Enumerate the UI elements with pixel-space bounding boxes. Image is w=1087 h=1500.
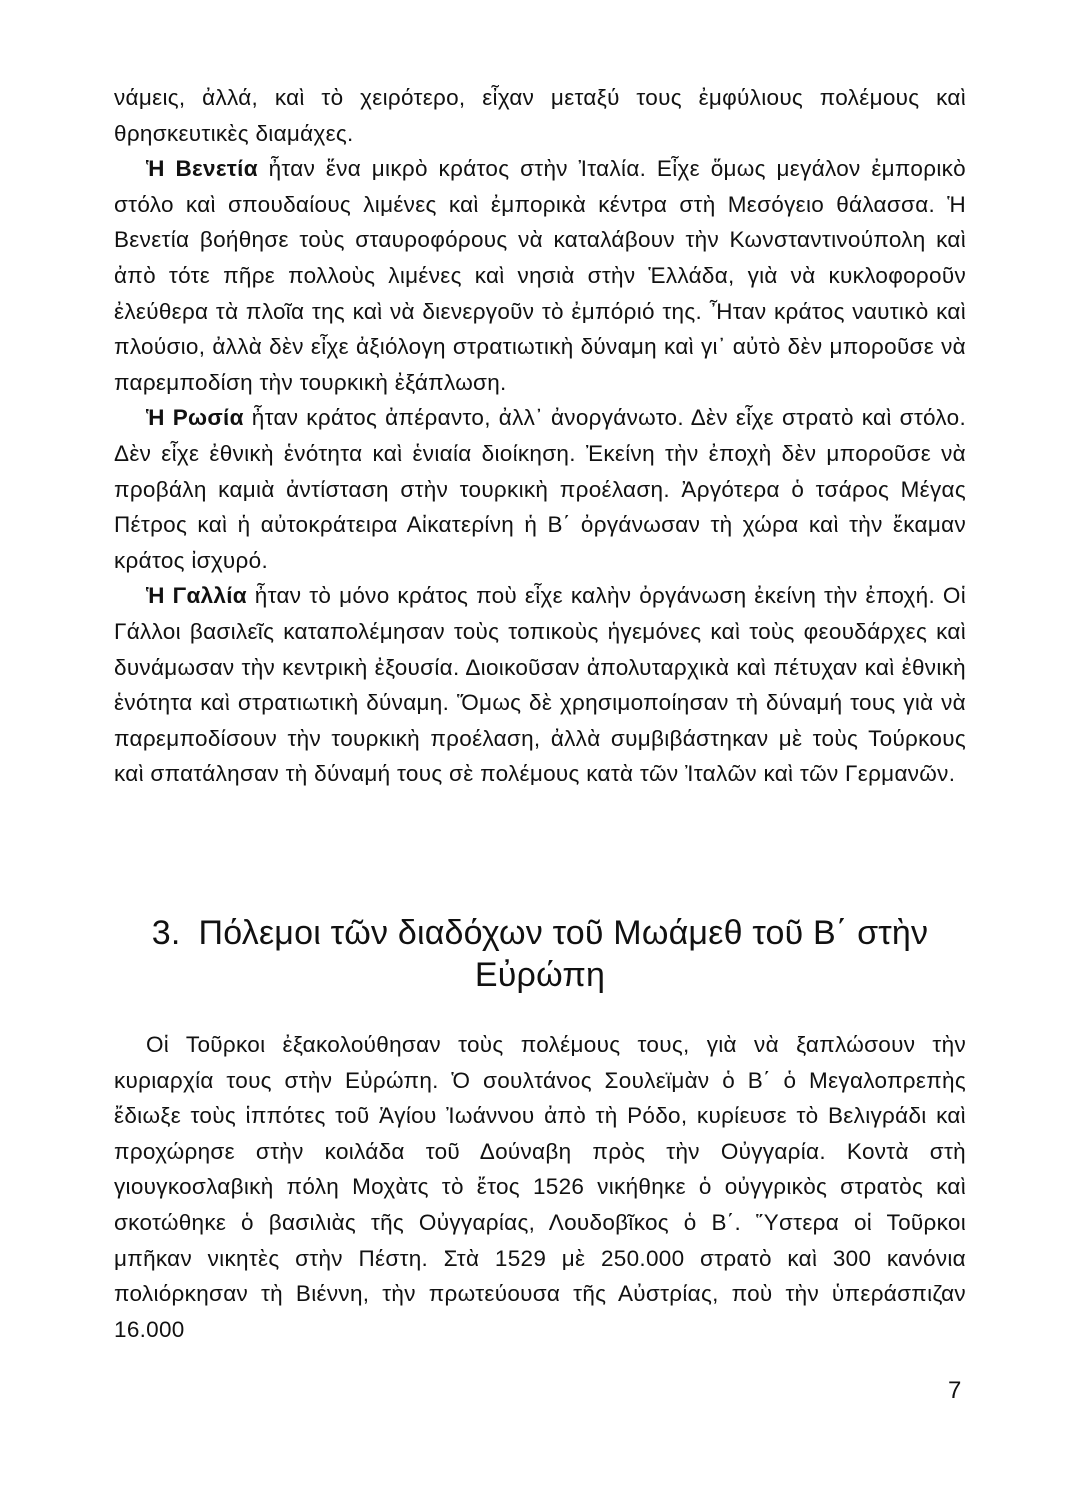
paragraph-text: ἦταν κράτος ἀπέραντο, ἀλλ᾿ ἀνοργάνωτο. Δὲν εἶχε στρατὸ καὶ στόλο. Δὲν εἶχε ἐθνικὴ ἑνότητα καὶ ἑνιαία διοίκηση. Ἐκείνη τὴν ἐποχὴ δὲν μποροῦσε νὰ προβάλη καμιὰ ἀντίσταση στὴν τουρκικὴ προέλαση. Ἀργότερα ὁ τσάρος Μέγας Πέτρος καὶ ἡ αὐτοκράτειρα Αἰκατερίνη ἡ Β΄ ὀργάνωσαν τὴ χώρα καὶ τὴν ἔκαμαν κράτος ἰσχυρό. [114,405,966,573]
paragraph-continuation [114,80,966,151]
paragraph-venice [114,151,966,400]
paragraph-text: Οἱ Τοῦρκοι ἐξακολούθησαν τοὺς πολέμους τους, γιὰ νὰ ξαπλώσουν τὴν κυριαρχία τους στὴν Εὐρώπη. Ὁ σουλτάνος Σουλεϊμὰν ὁ Β΄ ὁ Μεγαλοπρεπὴς ἔδιωξε τοὺς ἱππότες τοῦ Ἁγίου Ἰωάννου ἀπὸ τὴ Ρόδο, κυρίευσε τὸ Βελιγράδι καὶ προχώρησε στὴν κοιλάδα τοῦ Δούναβη πρὸς τὴν Οὐγγαρία. Κοντὰ στὴ γιουγκοσλαβικὴ πόλη Μοχὰτς τὸ ἔτος 1526 νικήθηκε ὁ οὐγγρικὸς στρατὸς καὶ σκοτώθηκε ὁ βασιλιὰς τῆς Οὐγγαρίας, Λουδοβῖκος ὁ Β΄. Ὕστερα οἱ Τοῦρκοι μπῆκαν νικητὲς στὴν Πέστη. Στὰ 1529 μὲ 250.000 στρατὸ καὶ 300 κανόνια πολιόρκησαν τὴ Βιέννη, τὴν πρωτεύουσα τῆς Αὐστρίας, ποὺ τὴν ὑπεράσπιζαν 16.000 [114,1032,966,1342]
paragraph-russia [114,400,966,578]
paragraph-france [114,578,966,792]
paragraph-keyword: Ἡ Γαλλία [146,583,247,609]
paragraph-text: ἦταν ἕνα μικρὸ κράτος στὴν Ἰταλία. Εἶχε ὅμως μεγάλον ἐμπορικὸ στόλο καὶ σπουδαίους λιμένες καὶ ἐμπορικὰ κέντρα στὴ Μεσόγειο θάλασσα. Ἡ Βενετία βοήθησε τοὺς σταυροφόρους νὰ καταλάβουν τὴν Κωνσταντινούπολη καὶ ἀπὸ τότε πῆρε πολλοὺς λιμένες καὶ νησιὰ στὴν Ἑλλάδα, γιὰ νὰ κυκλοφοροῦν ἐλεύθερα τὰ πλοῖα της καὶ νὰ διενεργοῦν τὸ ἐμπόριό της. Ἦταν κράτος ναυτικὸ καὶ πλούσιο, ἀλλὰ δὲν εἶχε ἀξιόλογη στρατιωτικὴ δύναμη καὶ γι᾿ αὐτὸ δὲν μποροῦσε νὰ παρεμποδίση τὴν τουρκικὴ ἐξάπλωση. [114,156,966,395]
paragraph-text: ἦταν τὸ μόνο κράτος ποὺ εἶχε καλὴν ὀργάνωση ἐκείνη τὴν ἐποχή. Οἱ Γάλλοι βασιλεῖς καταπολέμησαν τοὺς τοπικοὺς ἡγεμόνες καὶ τοὺς φεουδάρχες καὶ δυνάμωσαν τὴν κεντρικὴ ἐξουσία. Διοικοῦσαν ἀπολυταρχικὰ καὶ πέτυχαν καὶ ἐθνικὴ ἑνότητα καὶ στρατιωτικὴ δύναμη. Ὅμως δὲ χρησιμοποίησαν τὴ δύναμή τους γιὰ νὰ παρεμποδίσουν τὴν τουρκικὴ προέλαση, ἀλλὰ συμβιβάστηκαν μὲ τοὺς Τούρκους καὶ σπατάλησαν τὴ δύναμή τους σὲ πολέμους κατὰ τῶν Ἰταλῶν καὶ τῶν Γερμανῶν. [114,583,966,787]
paragraph-text: νάμεις, ἀλλά, καὶ τὸ χειρότερο, εἶχαν μεταξύ τους ἐμφύλιους πολέμους καὶ θρησκευτικὲς διαμάχες. [114,85,966,146]
section-number: 3. [151,914,181,952]
section-title-text: Πόλεμοι τῶν διαδόχων τοῦ Μωάμεθ τοῦ Β΄ στὴν Εὐρώπη [198,914,929,994]
section-text-block [114,1027,966,1347]
top-text-block [114,80,966,792]
section-heading [114,912,966,996]
paragraph-keyword: Ἡ Βενετία [146,156,258,182]
paragraph-section-body [114,1027,966,1347]
page-number: 7 [948,1377,962,1404]
paragraph-keyword: Ἡ Ρωσία [146,405,244,431]
